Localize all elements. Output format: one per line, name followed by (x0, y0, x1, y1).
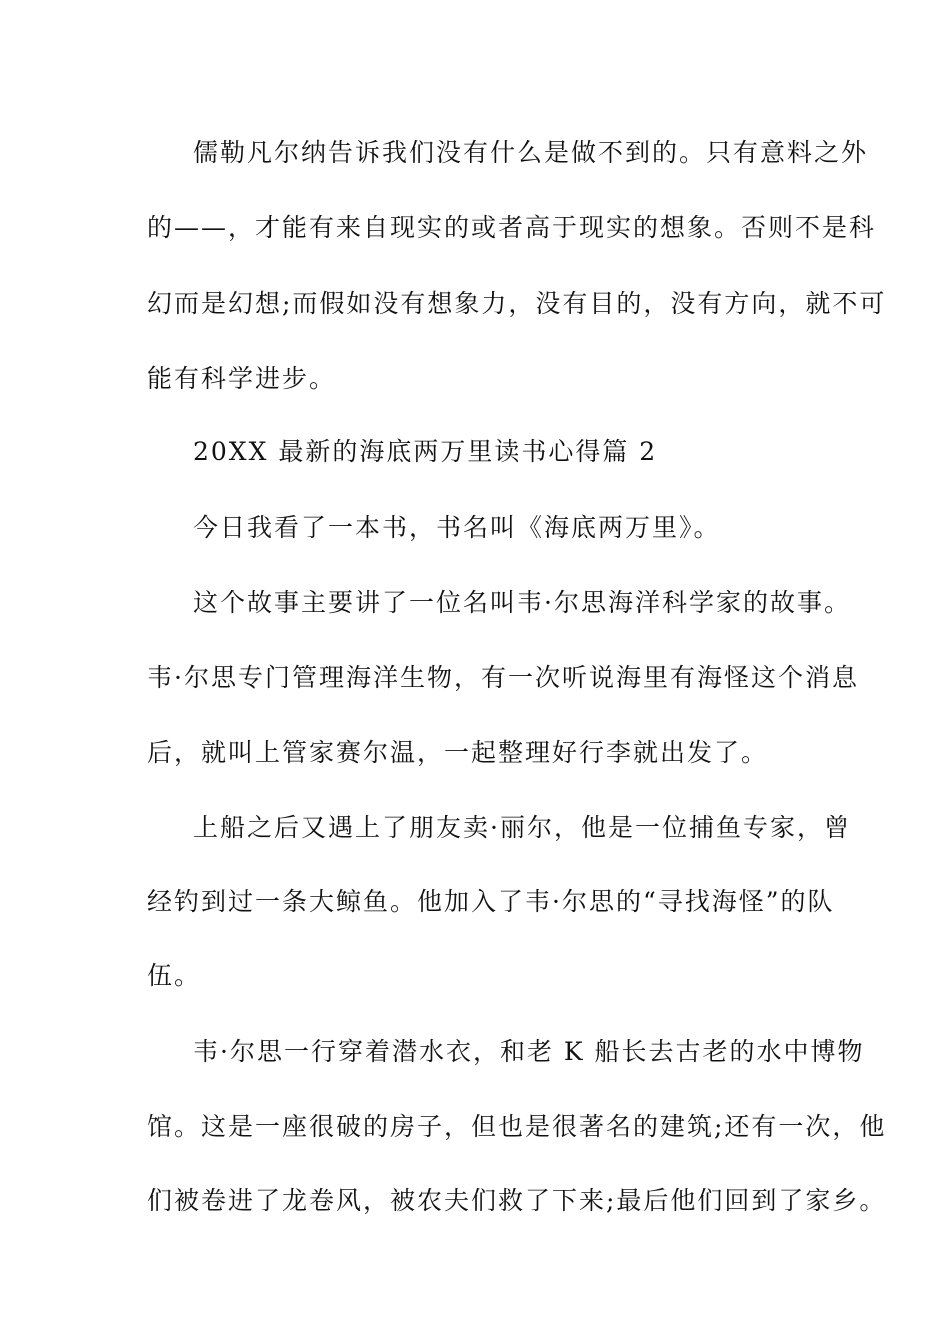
paragraph-5-line-2: 馆。这是一座很破的房子，但也是很著名的建筑;还有一次，他 (147, 1112, 887, 1141)
paragraph-4-line-2: 经钓到过一条大鲸鱼。他加入了韦·尔思的“寻找海怪”的队 (147, 887, 835, 916)
paragraph-3-line-1: 这个故事主要讲了一位名叫韦·尔思海洋科学家的故事。 (193, 588, 851, 617)
paragraph-4-line-3: 伍。 (147, 961, 202, 990)
paragraph-3-line-2: 韦·尔思专门管理海洋生物，有一次听说海里有海怪这个消息 (147, 663, 859, 692)
paragraph-1-line-1: 儒勒凡尔纳告诉我们没有什么是做不到的。只有意料之外 (193, 138, 869, 167)
paragraph-1-line-2: 的——，才能有来自现实的或者高于现实的想象。否则不是科 (147, 213, 877, 242)
paragraph-5-line-3: 们被卷进了龙卷风，被农夫们救了下来;最后他们回到了家乡。 (147, 1186, 887, 1215)
section-heading: 20XX 最新的海底两万里读书心得篇 2 (193, 437, 658, 466)
paragraph-3-line-3: 后，就叫上管家赛尔温，一起整理好行李就出发了。 (147, 738, 769, 767)
paragraph-5-line-1: 韦·尔思一行穿着潜水衣，和老 K 船长去古老的水中博物 (193, 1037, 865, 1066)
paragraph-1-line-3: 幻而是幻想;而假如没有想象力，没有目的，没有方向，就不可 (147, 289, 887, 318)
paragraph-2-line-1: 今日我看了一本书，书名叫《海底两万里》。 (193, 513, 721, 542)
paragraph-4-line-1: 上船之后又遇上了朋友卖·丽尔，他是一位捕鱼专家，曾 (193, 813, 851, 842)
paragraph-1-line-4: 能有科学进步。 (147, 364, 337, 393)
